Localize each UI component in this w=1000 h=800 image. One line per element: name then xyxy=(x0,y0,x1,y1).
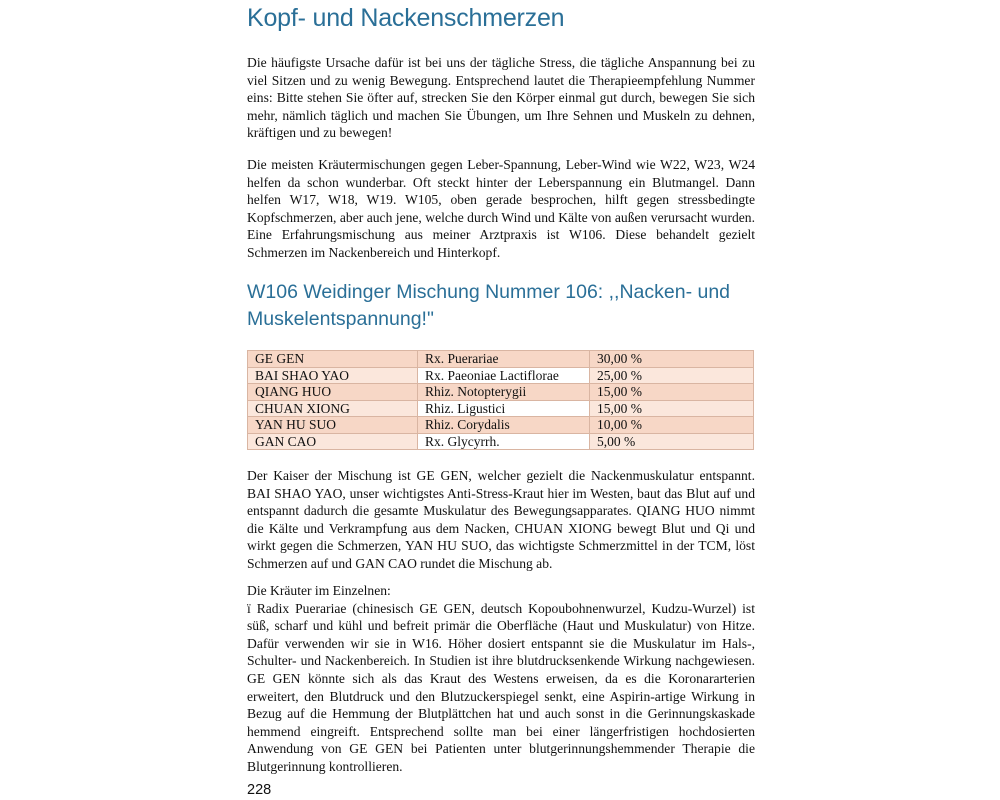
herbs-detail-body: ï Radix Puerariae (chinesisch GE GEN, deutsch Kopoubohnenwurzel, Kudzu-Wurzel) ist süß, scharf und kühl und befreit primär die Oberfläche (Haut und Muskulatur) von Hitze. Dafür verwenden wir sie in W16. Höher dosiert entspannt sie die Muskulatur im Hals-, Schulter- und Nackenbereich. In Studien ist ihre blutdrucksenkende Wirkung nachgewiesen. GE GEN könnte sich als das Kraut des Westens erweisen, da es die Koronararterien erweitert, den Blutdruck und den Blutzuckerspiegel senkt, eine Aspirin-artige Wirkung in Bezug auf die Hemmung der Blutplättchen hat und auch sonst in die Gerinnungskaskade hemmend eingreift. Entsprechend sollte man bei einer längerfristigen hochdosierten Anwendung von GE GEN bei Patienten unter blutgerinnungshemmender Therapie die Blutgerinnung kontrollieren. xyxy=(247,600,755,774)
herb-percent: 10,00 % xyxy=(590,417,754,434)
herb-percent: 30,00 % xyxy=(590,351,754,368)
paragraph-emperor-herb: Der Kaiser der Mischung ist GE GEN, welcher gezielt die Nackenmuskulatur entspannt. BAI SHAO YAO, unser wichtigstes Anti-Stress-Kraut hier im Westen, baut das Blut auf und entspannt dadurch die gesamte Muskulatur des Bewegungsapparates. QIANG HUO nimmt die Kälte und Verkrampfung aus dem Nacken, CHUAN XIONG bewegt Blut und Qi und wirkt gegen die Schmerzen, YAN HU SUO, das wichtigste Schmerzmittel in der TCM, löst Schmerzen auf und GAN CAO rundet die Mischung ab. xyxy=(247,468,755,571)
herb-percent: 5,00 % xyxy=(590,433,754,450)
table-row xyxy=(248,384,754,401)
herb-latin: Rx. Puerariae xyxy=(418,351,590,368)
herb-name: BAI SHAO YAO xyxy=(248,367,418,384)
herb-percent: 15,00 % xyxy=(590,400,754,417)
herb-latin: Rhiz. Notopterygii xyxy=(418,384,590,401)
herbs-detail-title: Die Kräuter im Einzelnen: xyxy=(247,583,391,598)
herb-name: CHUAN XIONG xyxy=(248,400,418,417)
herb-latin: Rhiz. Ligustici xyxy=(418,400,590,417)
herb-latin: Rx. Glycyrrh. xyxy=(418,433,590,450)
section-heading-line1: W106 Weidinger Mischung Nummer 106: ,,Nacken- und xyxy=(247,281,731,303)
herb-latin: Rhiz. Corydalis xyxy=(418,417,590,434)
herb-name: YAN HU SUO xyxy=(248,417,418,434)
table-row xyxy=(248,351,754,368)
herb-name: QIANG HUO xyxy=(248,384,418,401)
paragraph-intro: Die häufigste Ursache dafür ist bei uns der tägliche Stress, die tägliche Anspannung bei zu viel Sitzen und zu wenig Bewegung. Entsprechend lautet die Therapieempfehlung Nummer eins: Bitte stehen Sie öfter auf, strecken Sie den Körper einmal gut durch, bewegen Sie sich mehr, nämlich täglich und machen Sie Übungen, um Ihre Sehnen und Muskeln zu dehnen, kräftigen und zu bewegen! xyxy=(247,55,755,141)
table-row xyxy=(248,417,754,434)
herb-name: GE GEN xyxy=(248,351,418,368)
section-heading xyxy=(247,279,730,333)
section-heading-line2: Muskelentspannung!" xyxy=(247,308,434,330)
page-number: 228 xyxy=(247,782,272,798)
herb-name: GAN CAO xyxy=(248,433,418,450)
table-row xyxy=(248,433,754,450)
herb-percent: 25,00 % xyxy=(590,367,754,384)
page-title: Kopf- und Nackenschmerzen xyxy=(247,4,565,32)
herb-percent: 15,00 % xyxy=(590,384,754,401)
herb-latin: Rx. Paeoniae Lactiflorae xyxy=(418,367,590,384)
table-row xyxy=(248,367,754,384)
paragraph-herbal-mixtures: Die meisten Kräutermischungen gegen Leber-Spannung, Leber-Wind wie W22, W23, W24 helfen da schon wunderbar. Oft steckt hinter der Leberspannung ein Blutmangel. Dann helfen W17, W18, W19. W105, oben gerade besprochen, hilft gegen stressbedingte Kopfschmerzen, aber auch jene, welche durch Wind und Kälte von außen verursacht wurden. Eine Erfahrungsmischung aus meiner Arztpraxis ist W106. Diese behandelt gezielt Schmerzen im Nackenbereich und Hinterkopf. xyxy=(247,157,755,260)
herbs-detail xyxy=(247,582,755,776)
herb-table xyxy=(247,350,754,450)
table-row xyxy=(248,400,754,417)
